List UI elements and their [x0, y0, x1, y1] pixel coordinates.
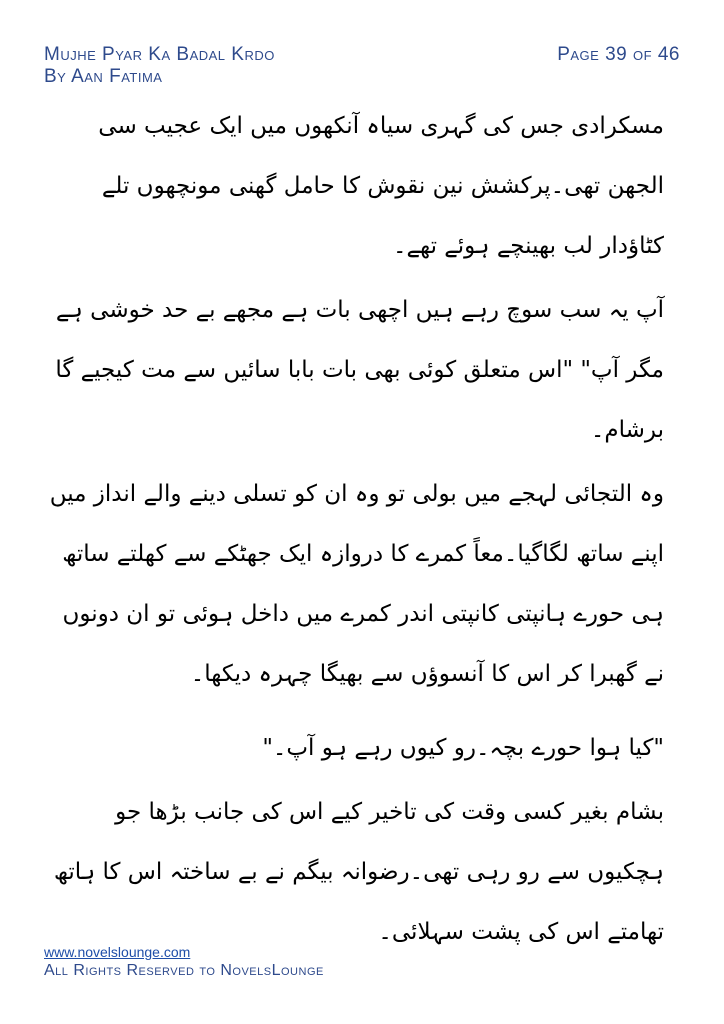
author-line: By Aan Fatima [44, 66, 163, 87]
page-number: Page 39 of 46 [557, 44, 680, 65]
paragraph-2: آپ یہ سب سوچ رہے ہیں اچھی بات ہے مجھے بے حد خوشی ہے مگر آپ" "اس متعلق کوئی بھی بات بابا سائیں سے مت کیجیے گا برشام۔ [55, 297, 664, 443]
paragraph-1: مسکرادی جس کی گہری سیاہ آنکھوں میں ایک عجیب سی الجھن تھی۔پرکشش نین نقوش کا حامل گھنی مونچھوں تلے کٹاؤدار لب بھینچے ہوئے تھے۔ [98, 113, 664, 259]
paragraph-4: "کیا ہوا حورے بچہ۔رو کیوں رہے ہو آپ۔" [262, 735, 664, 761]
paragraph-3: وہ التجائی لہجے میں بولی تو وہ ان کو تسلی دینے والے انداز میں اپنے ساتھ لگاگیا۔معاً کمرے کا دروازہ ایک جھٹکے سے کھلتے ساتھ ہی حورے ہانپتی کانپتی اندر کمرے میں داخل ہوئی تو ان دونوں نے گھبرا کر اس کا آنسوؤں سے بھیگا چہرہ دیکھا۔ [49, 481, 664, 687]
story-text [48, 96, 664, 962]
novel-title: Mujhe Pyar Ka Badal Krdo [44, 44, 275, 65]
paragraph-5: بشام بغیر کسی وقت کی تاخیر کیے اس کی جانب بڑھا جو ہچکیوں سے رو رہی تھی۔رضوانہ بیگم نے بے ساختہ اس کا ہاتھ تھامتے اس کی پشت سہلائی۔ [53, 799, 664, 945]
copyright-notice: All Rights Reserved to NovelsLounge [44, 962, 324, 979]
website-link[interactable]: www.novelslounge.com [44, 944, 191, 960]
